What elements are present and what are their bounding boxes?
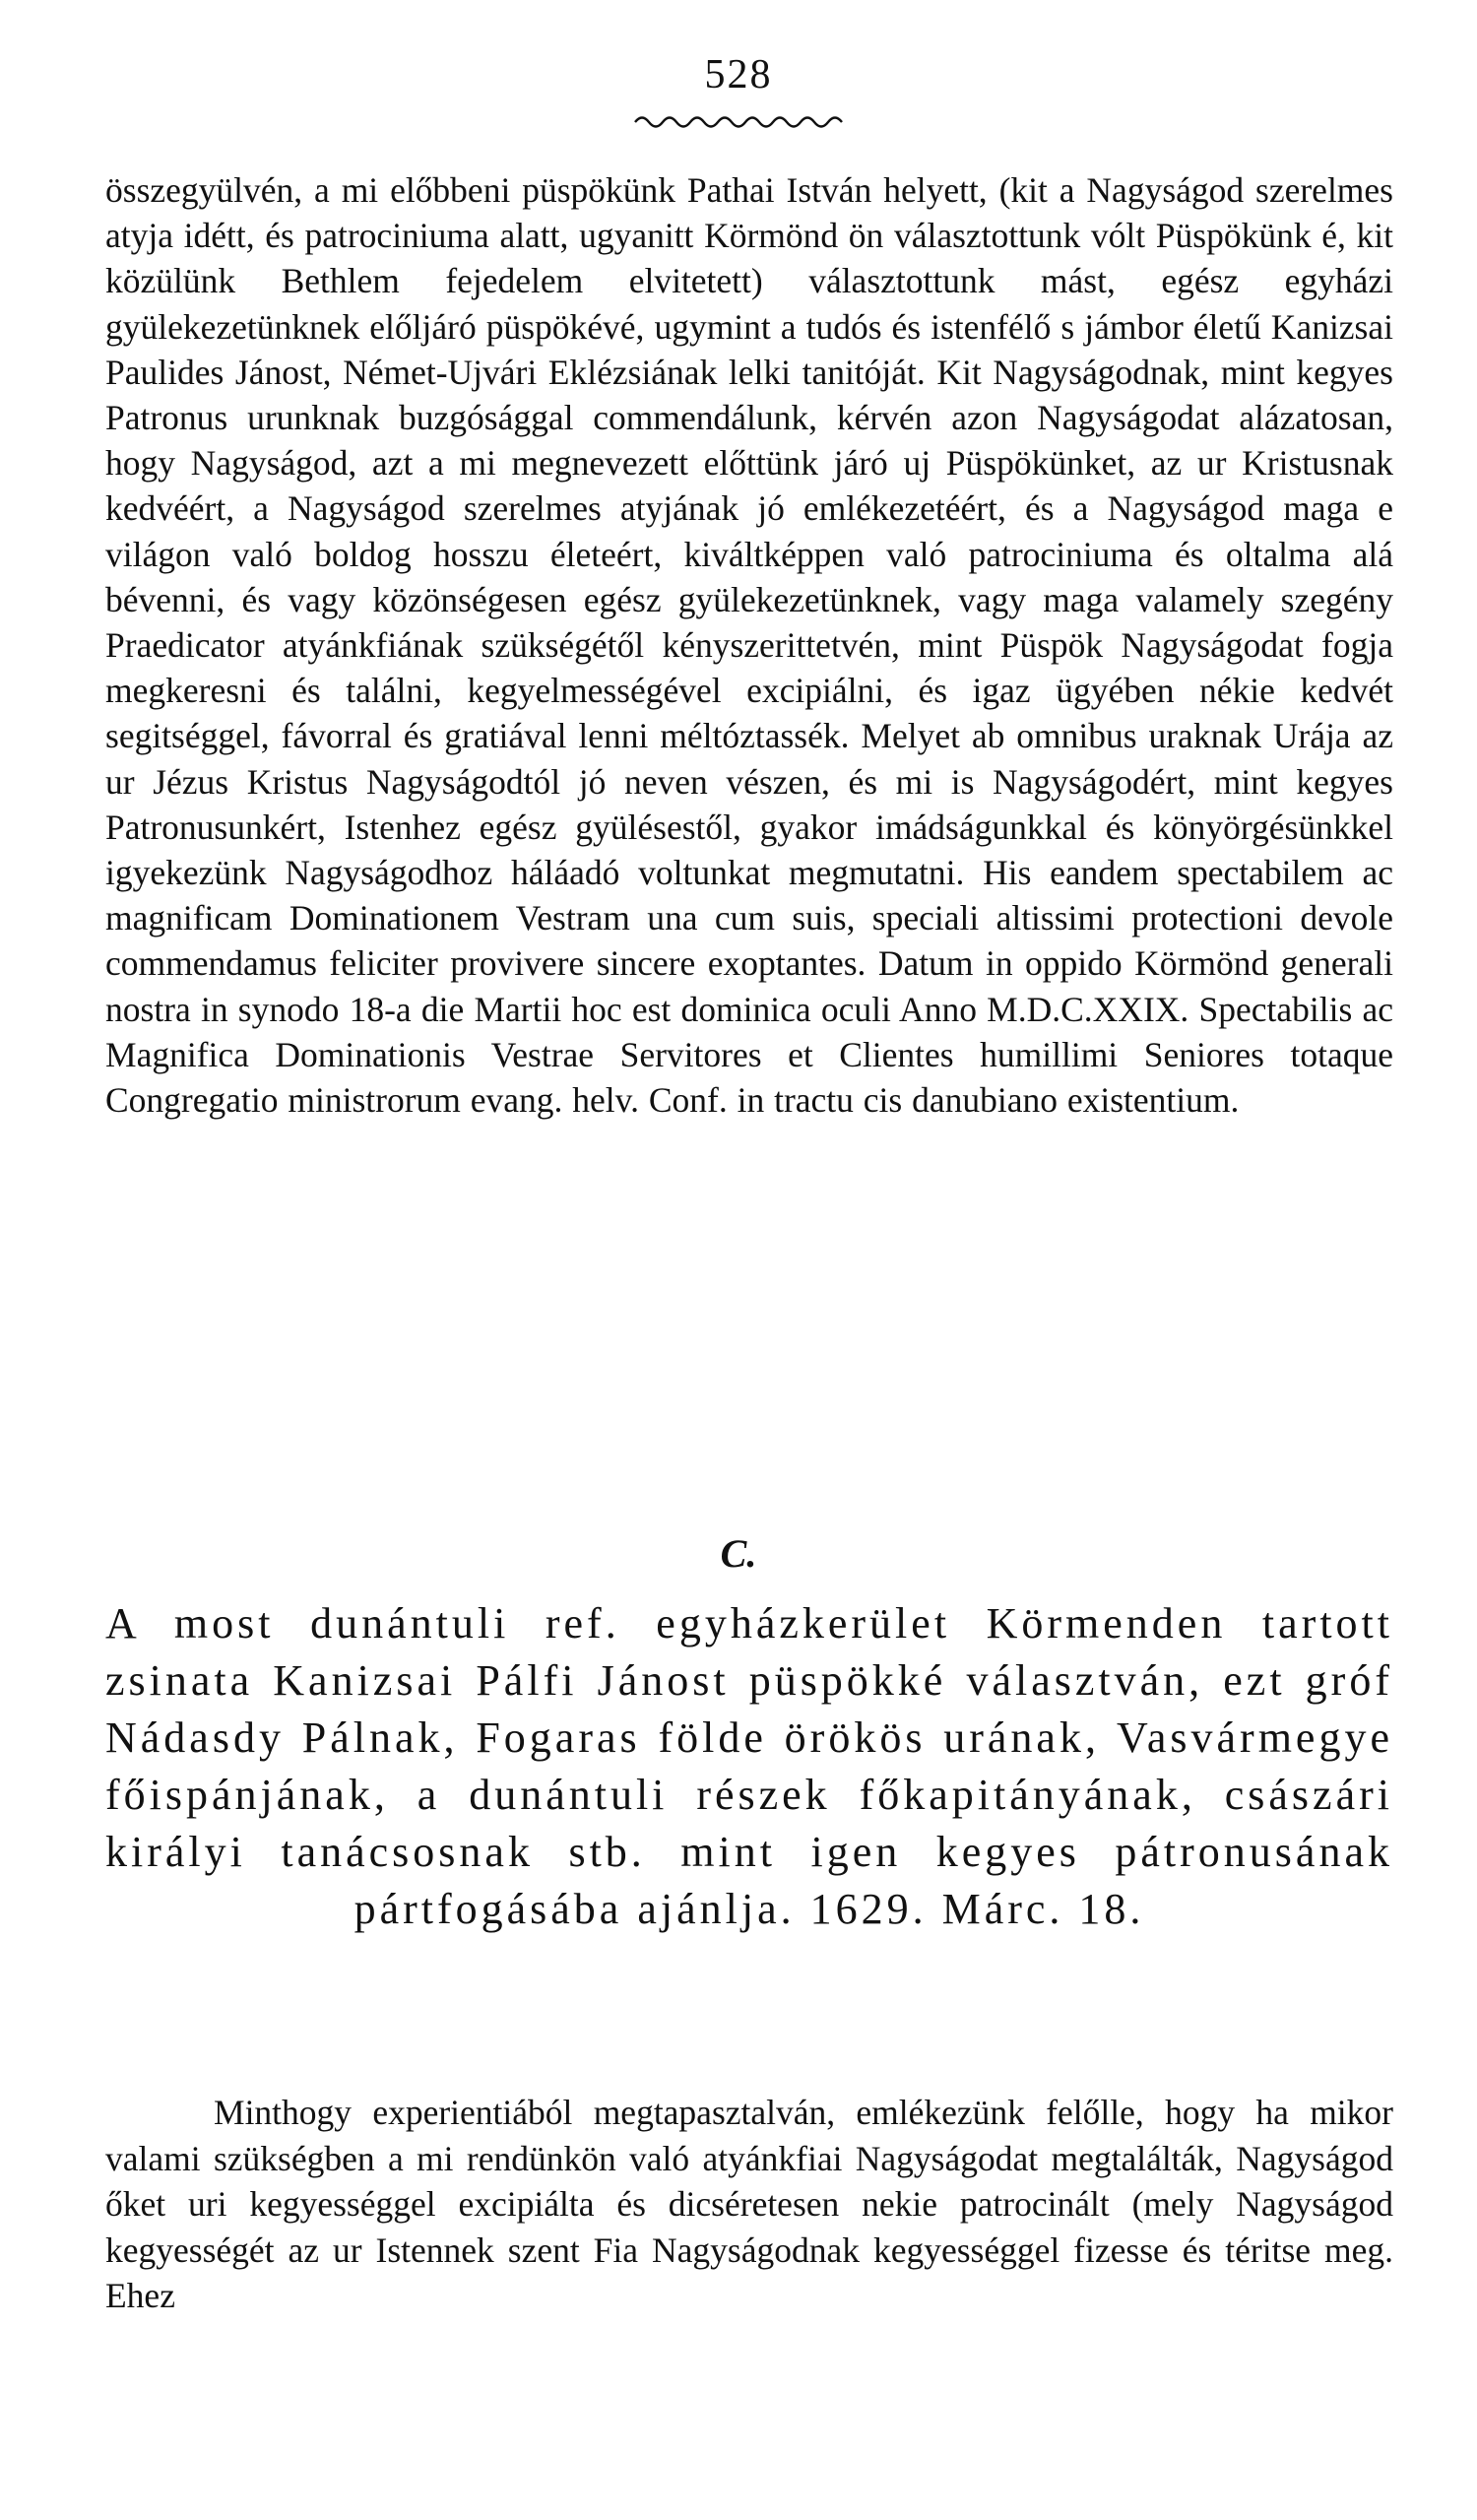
section-intro-paragraph: Minthogy experientiából megtapasztalván, emlékezünk felőlle, hogy ha mikor valami szükségben a mi rendünkön való atyánkfiai Nagyságodat megtalálták, Nagyságod őket uri kegyességgel excipiálta és dicséretesen nekie patrocinált (mely Nagyságod kegyességét az ur Istennek szent Fia Nagyságodnak kegyességgel fizesse és téritse meg. Ehez — [105, 2093, 1393, 2315]
letter-body-text: összegyülvén, a mi előbbeni püspökünk Pathai István helyett, (kit a Nagyságod szerelmes atyja idétt, és patrociniuma alatt, ugyanitt Körmönd ön választottunk vólt Püspökünk é, kit közülünk Bethlem fejedelem elvitetett) választottunk mást, egész egyházi gyülekezetünknek előljáró püspökévé, ugymint a tudós és istenfélő s jámbor életű Kanizsai Paulides Jánost, Német-Ujvári Eklézsiának lelki tanitóját. Kit Nagyságodnak, mint kegyes Patronus urunknak buzgósággal commendálunk, kérvén azon Nagyságodat alázatosan, hogy Nagyságod, azt a mi megnevezett előttünk járó uj Püspökünket, az ur Kristusnak kedvéért, a Nagyságod szerelmes atyjának jó emlékezetéért, és a Nagyságod maga e világon való boldog hosszu életeért, kiváltképpen való patrociniuma és oltalma alá bévenni, és vagy közönségesen egész gyülekezetünknek, vagy maga valamely szegény Praedicator atyánkfiának szükségétől kényszerittetvén, mint Püspök Nagyságodat fogja megkeresni és találni, kegyelmességével excipiálni, és igaz ügyében nékie kedvét segitséggel, fávorral és gratiával lenni méltóztassék. Melyet ab omnibus uraknak Urája az ur Jézus Kristus Nagyságodtól jó neven vészen, és mi is Nagyságodért, mint kegyes Patronusunkért, Istenhez egész gyülésestől, gyakor imádságunkkal és könyörgésünkkel igyekezünk Nagyságodhoz háláadó voltunkat megmutatni. His eandem spectabilem ac magnificam Dominationem Vestram una cum suis, speciali altissimi protectioni devole commendamus feliciter provivere sincere exoptantes. Datum in oppido Körmönd generali nostra in synodo 18-a die Martii hoc est dominica oculi Anno M.D.C.XXIX. Spectabilis ac Magnifica Dominationis Vestrae Servitores et Clientes humillimi Seniores totaque Congregatio ministrorum evang. helv. Conf. in tractu cis danubiano existentium. — [105, 170, 1393, 1121]
wavy-ornament — [630, 110, 847, 134]
page-number: 528 — [704, 52, 773, 97]
section-letter: C. — [720, 1531, 757, 1576]
section-heading: A most dunántuli ref. egyházkerület Körmenden tartott zsinata Kanizsai Pálfi Jánost püspökké választván, ezt gróf Nádasdy Pálnak, Fogaras földe örökös urának, Vasvármegye főispánjának, a dunántuli részek főkapitányának, császári királyi tanácsosnak stb. mint igen kegyes pátronusának pártfogásába ajánlja. 1629. Márc. 18. — [105, 1599, 1393, 1933]
